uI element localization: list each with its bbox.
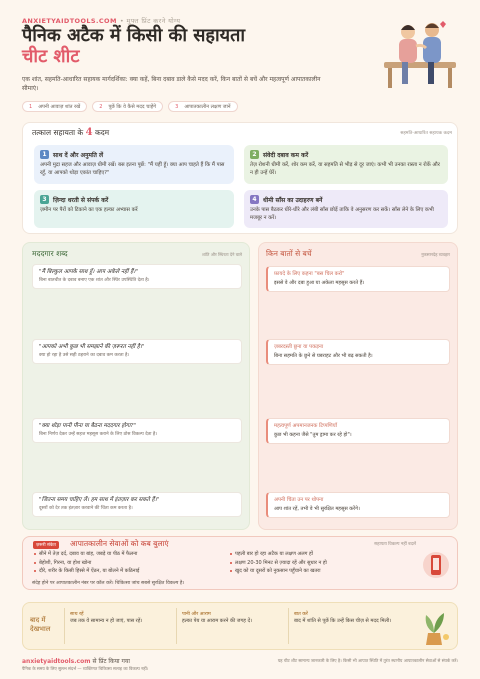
aftercare-title: बाद में देखभाल: [30, 616, 51, 633]
footer-brand: anxietyaidtools.com से प्रिंट किया गया: [22, 658, 130, 665]
pill-1: 1 अपनी आवाज़ शांत रखें: [22, 101, 87, 112]
divider: [176, 608, 177, 644]
aftercare-col-1: साथ रहें जब तक वे सामान्य न हो जाएं, पास रहें।: [70, 612, 143, 624]
page-title: पैनिक अटैक में किसी की सहायता: [22, 25, 245, 46]
step-2: 2 संवेदी दबाव कम करें तेज़ रोशनी धीमी करें, शोर कम करें, या सहमति से भीड़ से दूर जाएं। कभी भी उनका रास्ता न रोकें और न ही उन्हें घेरें।: [244, 145, 448, 184]
emergency-signs-right: पहली बार हो रहा अटैक या लक्षण अलग हों लक्षण 20-30 मिनट से ज़्यादा रहें और सुधार न हो खुद को या दूसरों को नुकसान पहुँचाने का खतरा: [230, 550, 416, 576]
step-4: 4 धीमी साँस का उदाहरण बनें उनके पास बैठकर धीरे-धीरे और लंबी साँस छोड़ें ताकि वे अनुसरण कर सकें। साँस लेने के लिए कभी मजबूर न करें।: [244, 190, 448, 228]
phone-icon: [422, 548, 450, 582]
divider: [288, 608, 289, 644]
brand-name[interactable]: ANXIETYAIDTOOLS.COM: [22, 17, 117, 25]
helpful-phrase-4: "जितना समय चाहिए लें। हम साथ में इंतज़ार कर सकते हैं।" दूसरों को देर तक इंतज़ार करवाने की चिंता कम करता है।: [32, 492, 242, 517]
emergency-signs-left: सीने में तेज़ दर्द, दबाव या बांह, जबड़े या पीठ में फैलना बेहोशी, गिरना, या होश खोना दौरे, शरीर के किसी हिस्से में ऐंठन, या बोलने में कठिनाई: [34, 550, 234, 576]
helpful-words-title: मददगार शब्द: [32, 249, 68, 258]
supporting-people-illustration: [378, 16, 462, 94]
aftercare-col-2: पानी और आराम हल्का पेय या आराम करने की जगह दें।: [182, 612, 253, 624]
avoid-title: किन बातों से बचें: [266, 249, 312, 258]
footer-link[interactable]: anxietyaidtools.com: [22, 658, 91, 665]
aftercare-col-3: बात करें बाद में शांति से पूछें कि उन्हें किस चीज़ से मदद मिली।: [294, 612, 392, 624]
avoid-item-1: फ़ायदे के लिए कहना "बस चिल करो" इससे वे और दबा हुआ या अकेला महसूस करते हैं।: [266, 266, 450, 292]
avoid-item-2: ज़बरदस्ती छूना या पकड़ना बिना सहमति के छूने से घबराहट और भी बढ़ सकती है।: [266, 339, 450, 365]
avoid-item-4: अपनी चिंता उन पर थोपना आप शांत रहें, तभी वे भी सुरक्षित महसूस करेंगे।: [266, 492, 450, 518]
steps-caption: सहमति-आधारित सहायक कदम: [400, 131, 452, 136]
intro-text: एक शांत, सहमति-आधारित सहायक मार्गदर्शिका: क्या कहें, बिना दबाव डाले कैसे मदद करें, किन बातों से बचें और महत्वपूर्ण आपातकालीन सीमाएं।: [22, 76, 321, 92]
page-subtitle: चीट शीट: [22, 46, 80, 67]
step-3: 3 ज़िन्दा धरती से संपर्क करें ज़मीन पर पैरों को टिकाने का एक हल्का अभ्यास करें: [34, 190, 234, 228]
helpful-words-caption: शांति और स्थिरता देने वाले: [201, 252, 242, 257]
pill-3: 3 आपातकालीन लक्षण जानें: [168, 101, 237, 112]
emergency-title: आपातकालीन सेवाओं को कब बुलाएं: [70, 539, 169, 548]
avoid-item-3: महत्वपूर्ण अपमानजनक टिप्पणियाँ कुछ भी कहना जैसे "तुम ड्रामा कर रहे हो"।: [266, 418, 450, 444]
brand-tag: • मुफ्त प्रिंट करने योग्य: [119, 17, 181, 25]
helpful-phrase-1: "मैं बिल्कुल आपके साथ हूँ। आप अकेले नहीं हैं।" बिना बातचीत के दबाव बनाए एक शांत और स्थिर उपस्थिति देता है।: [32, 264, 242, 289]
avoid-caption: नुकसानदेह व्यवहार: [421, 252, 450, 257]
step-1: 1 साथ दें और अनुमति लें अपनी मुद्रा सहज और आवाज़ धीमी रखें। बस इतना पूछें: "मैं यहीं हूँ। क्या आप चाहते हैं कि मैं पास रहूँ, या आपको थोड़ा एकांत चाहिए?": [34, 145, 234, 184]
footer-line: पैनिक के समय के लिए सुलभ संदर्भ — व्यक्तिगत चिकित्सा सलाह का विकल्प नहीं।: [22, 666, 149, 671]
helpful-phrase-3: "क्या थोड़ा पानी पीना या बैठना मददगार होगा?" बिना निर्णय देकर उन्हें सहज महसूस कराने के लिए ठोस विकल्प देता है।: [32, 418, 242, 443]
steps-title: तत्काल सहायता के 4 कदम: [32, 127, 110, 138]
pill-2: 2 पूछें कि वे कैसे मदद चाहेंगे: [92, 101, 163, 112]
urgent-badge: ज़रूरी संकेत: [33, 541, 59, 549]
aftercare-panel: [22, 602, 458, 650]
emergency-note: संदेह होने पर आपातकालीन नंबर पर कॉल करें। चिकित्सा जांच सबसे सुरक्षित विकल्प है।: [32, 581, 185, 586]
divider: [64, 608, 65, 644]
emergency-caption: सहायता विकल्प नहीं बदलें: [374, 542, 416, 547]
plant-icon: [414, 607, 454, 647]
key-pills: [22, 101, 238, 112]
footer-disclaimer: यह चीट शीट सामान्य जानकारी के लिए है। किसी भी आपात स्थिति में तुरंत स्थानीय आपातकालीन सेवाओं से संपर्क करें।: [277, 658, 458, 663]
brand-line: [22, 16, 180, 25]
helpful-phrase-2: "आपको अभी कुछ भी समझाने की ज़रूरत नहीं है।" क्या हो रहा है उसे सही ठहराने का दबाव कम करता है।: [32, 339, 242, 364]
